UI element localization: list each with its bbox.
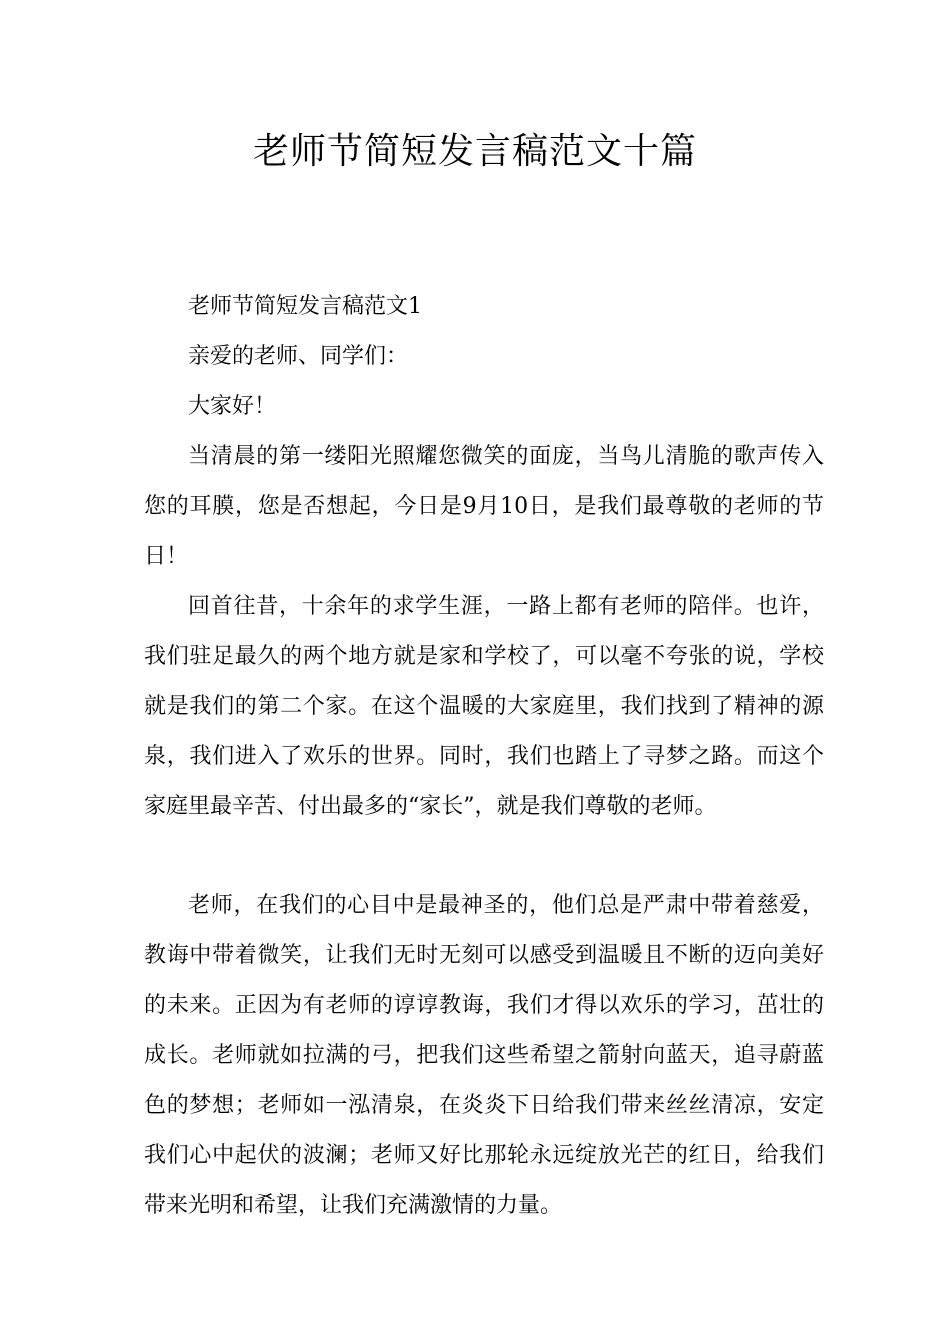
document-body xyxy=(144,282,824,1231)
greeting: 大家好！ xyxy=(188,394,277,419)
document-title: 老师节简短发言稿范文十篇 xyxy=(252,131,697,172)
section-heading: 老师节简短发言稿范文1 xyxy=(188,294,422,319)
paragraph: 老师，在我们的心目中是最神圣的，他们总是严肃中带着慈爱，教诲中带着微笑，让我们无时无刻可以感受到温暖且不断的迈向美好的未来。正因为有老师的谆谆教诲，我们才得以欢乐的学习，茁壮的成长。老师就如拉满的弓，把我们这些希望之箭射向蓝天，追寻蔚蓝色的梦想；老师如一泓清泉，在炎炎下日给我们带来丝丝清凉，安定我们心中起伏的波澜；老师又好比那轮永远绽放光芒的红日，给我们带来光明和希望，让我们充满激情的力量。 xyxy=(144,893,824,1218)
paragraph: 回首往昔，十余年的求学生涯，一路上都有老师的陪伴。也许，我们驻足最久的两个地方就是家和学校了，可以毫不夸张的说，学校就是我们的第二个家。在这个温暖的大家庭里，我们找到了精神的源泉，我们进入了欢乐的世界。同时，我们也踏上了寻梦之路。而这个家庭里最辛苦、付出最多的“家长”，就是我们尊敬的老师。 xyxy=(144,594,824,819)
paragraph: 当清晨的第一缕阳光照耀您微笑的面庞，当鸟儿清脆的歌声传入您的耳膜，您是否想起，今日是9月10日，是我们最尊敬的老师的节日！ xyxy=(144,444,824,569)
salutation: 亲爱的老师、同学们： xyxy=(188,344,409,369)
